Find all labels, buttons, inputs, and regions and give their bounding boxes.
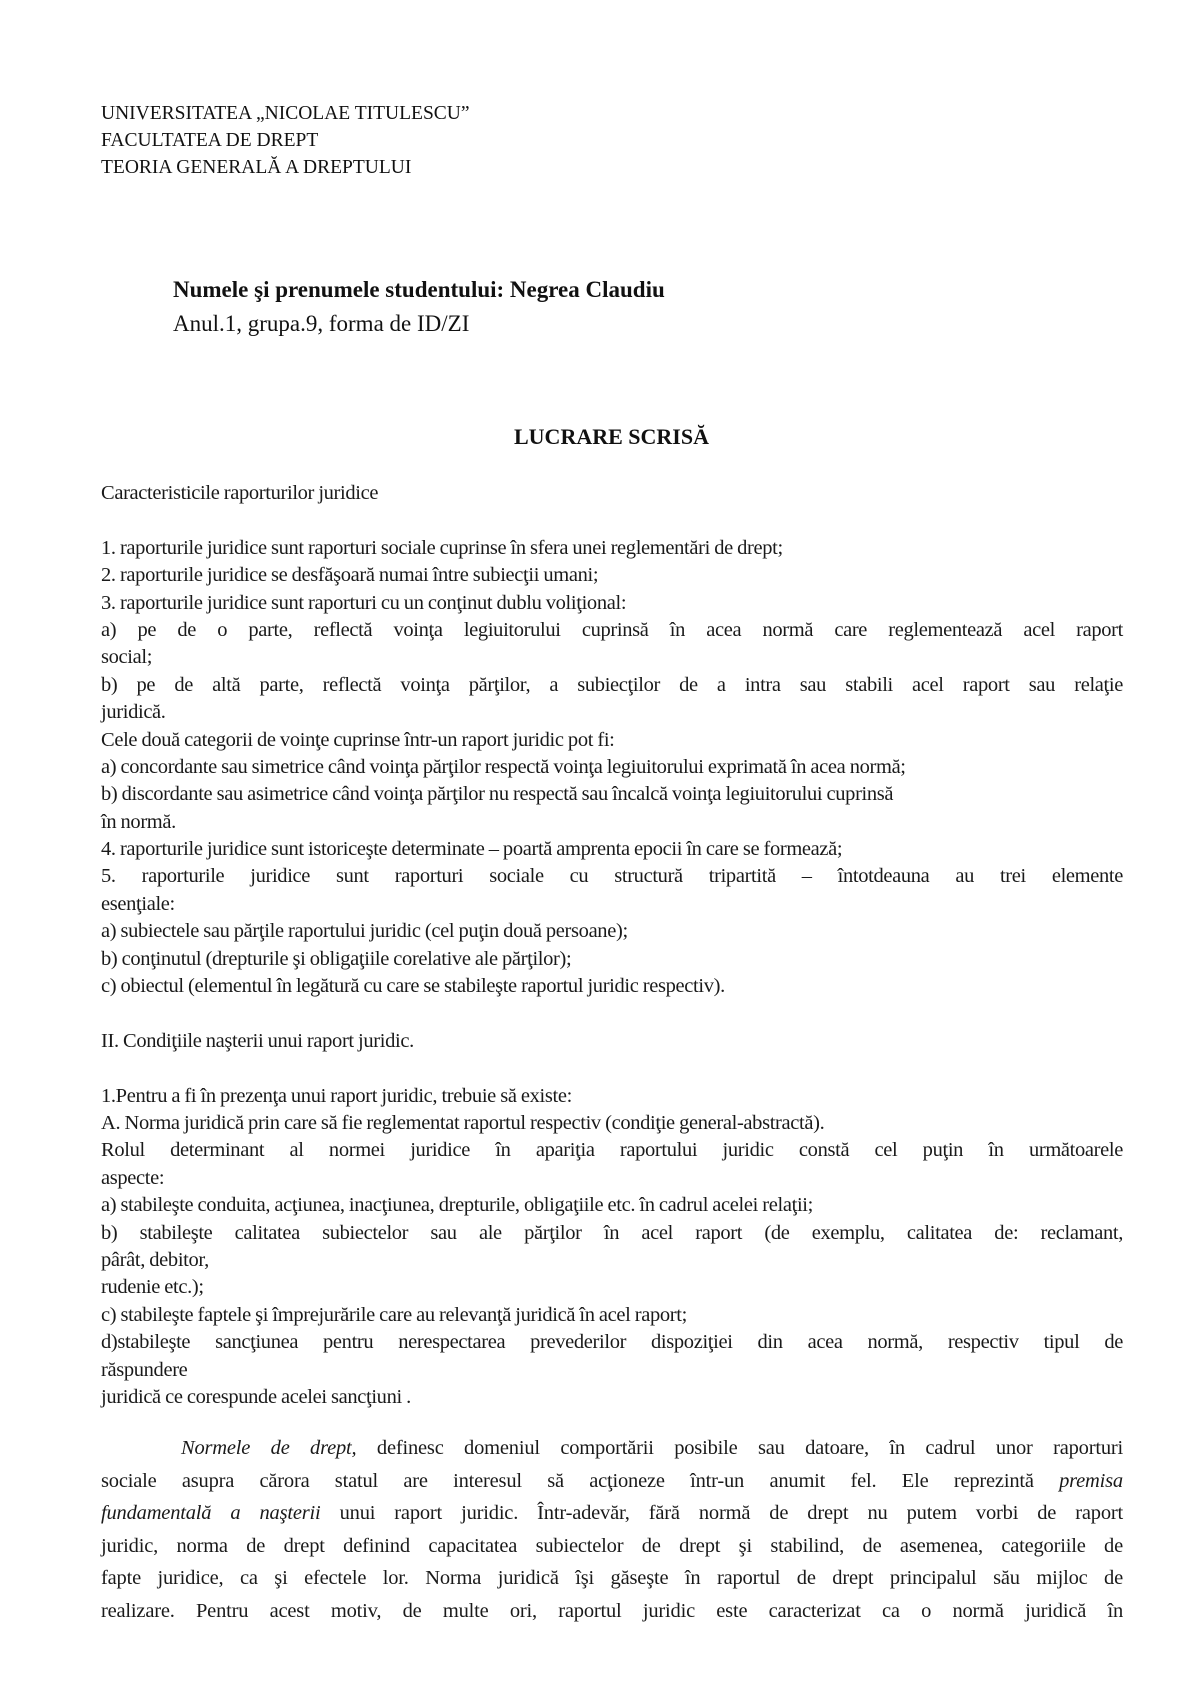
text-line: aspecte:: [101, 1166, 165, 1189]
blank-line: [101, 507, 1123, 534]
university-name: UNIVERSITATEA „NICOLAE TITULESCU”: [101, 103, 470, 124]
document-title: LUCRARE SCRISĂ: [514, 424, 709, 449]
text-span: unui raport juridic. Într-adevăr, fără normă de drept nu putem vorbi de raport: [320, 1502, 1123, 1525]
text-line: a) subiectele sau părţile raportului juridic (cel puţin două persoane);: [101, 920, 628, 943]
text-line: 1.Pentru a fi în prezenţa unui raport juridic, trebuie să existe:: [101, 1084, 572, 1107]
paragraph-line: [101, 1465, 1123, 1498]
document-body: [101, 480, 1123, 1411]
text-line: Rolul determinant al normei juridice în apariţia raportului juridic constă cel puţin în următoarele: [101, 1139, 1123, 1162]
paragraph: [101, 1432, 1123, 1628]
text-line: 1. raporturile juridice sunt raporturi sociale cuprinse în sfera unei reglementări de drept;: [101, 536, 783, 559]
text-line: pârât, debitor,: [101, 1248, 209, 1271]
text-line: 5. raporturile juridice sunt raporturi sociale cu structură tripartită – întotdeauna au trei elemente: [101, 865, 1123, 888]
text-line: c) stabileşte faptele şi împrejurările care au relevanţă juridică în acel raport;: [101, 1303, 687, 1326]
text-line: răspundere: [101, 1358, 188, 1381]
paragraph-line: juridic, norma de drept definind capacitatea subiectelor de drept şi stabilind, de asemenea, categoriile de: [101, 1534, 1123, 1557]
emphasis-text: premisa: [1059, 1469, 1123, 1492]
paragraph-line: [101, 1432, 1123, 1465]
text-line: esenţiale:: [101, 892, 175, 915]
text-span: definesc domeniul comportării posibile sau datoare, în cadrul unor raporturi: [356, 1437, 1123, 1459]
text-line: c) obiectul (elementul în legătură cu care se stabileşte raportul juridic respectiv).: [101, 975, 725, 998]
text-line: b) conţinutul (drepturile şi obligaţiile corelative ale părţilor);: [101, 947, 572, 970]
text-line: juridică ce corespunde acelei sancţiuni .: [101, 1385, 411, 1408]
text-line: a) pe de o parte, reflectă voinţa legiuitorului cuprinsă în acea normă care reglementează acel raport: [101, 618, 1123, 641]
blank-line: [101, 1000, 1123, 1027]
paragraph-line: fapte juridice, ca şi efectele lor. Norma juridică îşi găseşte în raportul de drept principalul său mijloc de: [101, 1567, 1123, 1590]
paragraph-line: [101, 1497, 1123, 1530]
student-info: [173, 273, 665, 341]
text-span: sociale asupra cărora statul are interesul să acţioneze într-un anumit fel. Ele reprezintă: [101, 1469, 1060, 1492]
emphasis-text: fundamentală a naşterii: [101, 1502, 321, 1525]
text-line: b) discordante sau asimetrice când voinţa părţilor nu respectă sau încalcă voinţa legiuitorului cuprinsă: [101, 783, 894, 806]
emphasis-text: Normele de drept,: [181, 1437, 357, 1459]
student-name: Numele şi prenumele studentului: Negrea Claudiu: [173, 277, 665, 302]
text-line: social;: [101, 646, 153, 669]
text-line: b) pe de altă parte, reflectă voinţa părţilor, a subiecţilor de a intra sau stabili acel raport sau relaţie: [101, 673, 1123, 696]
blank-line: [101, 1055, 1123, 1082]
text-line: Cele două categorii de voinţe cuprinse într-un raport juridic pot fi:: [101, 728, 615, 751]
text-line: a) stabileşte conduita, acţiunea, inacţiunea, drepturile, obligaţiile etc. în cadrul acelei relaţii;: [101, 1194, 813, 1217]
text-line: b) stabileşte calitatea subiectelor sau ale părţilor în acel raport (de exemplu, calitatea de: reclamant,: [101, 1221, 1123, 1244]
paragraph-line: realizare. Pentru acest motiv, de multe ori, raportul juridic este caracterizat ca o normă juridică în: [101, 1599, 1123, 1622]
text-line: 2. raporturile juridice se desfăşoară numai între subiecţii umani;: [101, 564, 599, 587]
course-name: TEORIA GENERALĂ A DREPTULUI: [101, 157, 412, 178]
text-line: rudenie etc.);: [101, 1276, 204, 1299]
faculty-name: FACULTATEA DE DREPT: [101, 130, 319, 151]
section-heading: Caracteristicile raporturilor juridice: [101, 482, 379, 504]
text-line: juridică.: [101, 701, 166, 724]
text-line: în normă.: [101, 810, 176, 833]
text-line: a) concordante sau simetrice când voinţa părţilor respectă voinţa legiuitorului exprimată în acea normă;: [101, 755, 906, 778]
section-heading: II. Condiţiile naşterii unui raport juridic.: [101, 1029, 414, 1052]
institution-header: [101, 100, 470, 181]
text-line: 4. raporturile juridice sunt istoriceşte determinate – poartă amprenta epocii în care se formează;: [101, 838, 843, 861]
text-line: A. Norma juridică prin care să fie reglementat raportul respectiv (condiţie general-abstractă).: [101, 1111, 825, 1134]
text-line: d)stabileşte sancţiunea pentru nerespectarea prevederilor dispoziţiei din acea normă, respectiv tipul de: [101, 1331, 1123, 1354]
text-line: 3. raporturile juridice sunt raporturi cu un conţinut dublu voliţional:: [101, 591, 627, 614]
student-year-group: Anul.1, grupa.9, forma de ID/ZI: [173, 311, 470, 336]
